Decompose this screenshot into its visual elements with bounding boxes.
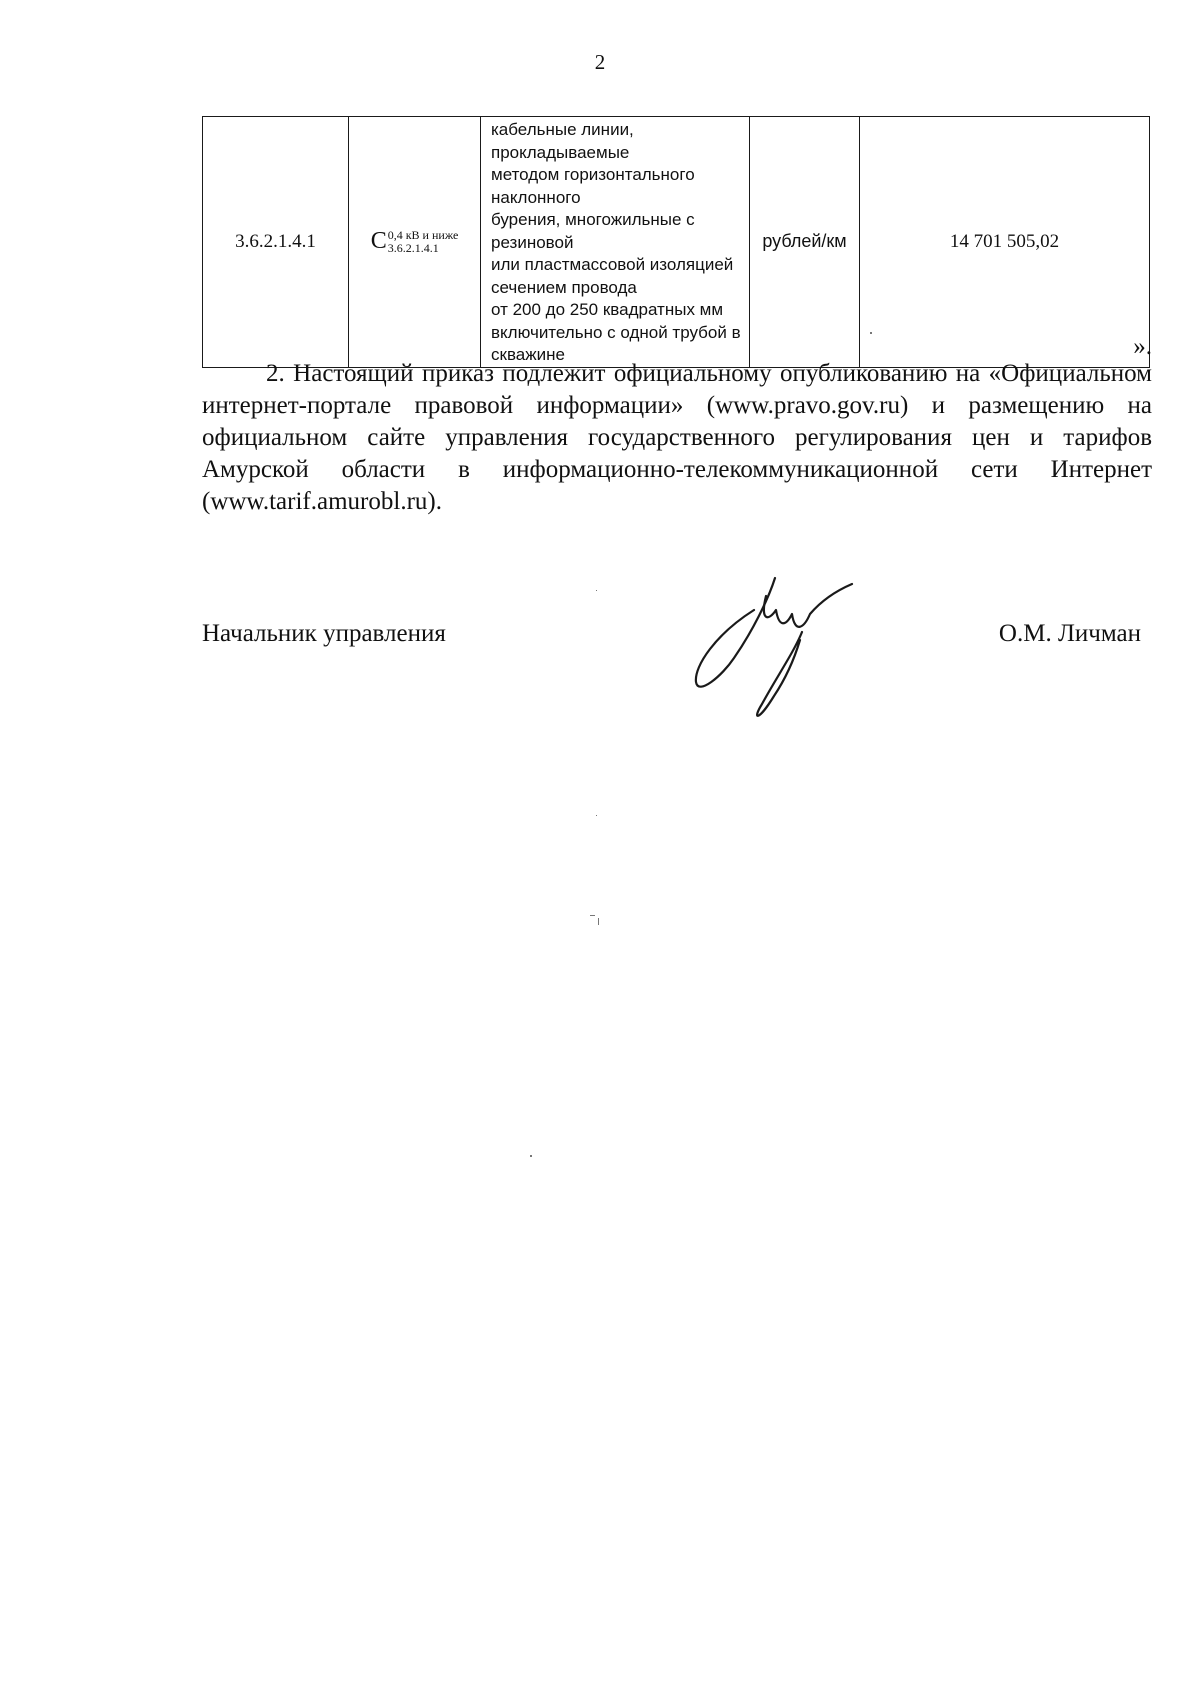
- description-line: от 200 до 250 квадратных мм: [491, 300, 724, 319]
- row-description: [481, 117, 750, 368]
- page-number: 2: [594, 50, 606, 74]
- row-value: 14 701 505,02: [860, 117, 1150, 368]
- description-line: кабельные линии, прокладываемые: [491, 120, 634, 162]
- handwritten-signature: [682, 570, 862, 720]
- rate-symbol: [349, 117, 481, 368]
- symbol-superscript: 0,4 кВ и ниже: [387, 227, 459, 242]
- description-line: скважине: [491, 345, 565, 364]
- publication-paragraph: 2. Настоящий приказ подлежит официальному опубликованию на «Официальном интернет-портале правовой информации» (www.pravo.gov.ru) и размещению на официальном сайте управления государственного регулирования цен и тарифов Амурской области в информационно-телекоммуникационной сети Интернет (www.tarif.amurobl.ru).: [202, 360, 1152, 515]
- description-line: включительно с одной трубой в: [491, 322, 741, 342]
- description-line: бурения, многожильные с резиновой: [491, 210, 695, 252]
- closing-quote: ».: [1133, 333, 1152, 360]
- scan-speck: [870, 332, 872, 334]
- signer-name: О.М. Личман: [998, 620, 1141, 647]
- symbol-subscript: 3.6.2.1.4.1: [387, 240, 439, 255]
- scan-speck: [530, 1155, 532, 1157]
- symbol-letter: C: [370, 228, 387, 255]
- table-row: [203, 117, 1150, 368]
- signer-title: Начальник управления: [202, 620, 446, 647]
- scan-speck: [596, 815, 597, 816]
- description-line: методом горизонтального наклонного: [491, 165, 695, 207]
- scan-speck: [598, 918, 599, 925]
- description-line: сечением провода: [491, 277, 637, 297]
- row-code: 3.6.2.1.4.1: [203, 117, 349, 368]
- scan-speck: [596, 590, 597, 591]
- row-unit: рублей/км: [750, 117, 860, 368]
- description-line: или пластмассовой изоляцией: [491, 255, 734, 274]
- scan-speck: [590, 915, 595, 916]
- tariff-table: [202, 116, 1150, 368]
